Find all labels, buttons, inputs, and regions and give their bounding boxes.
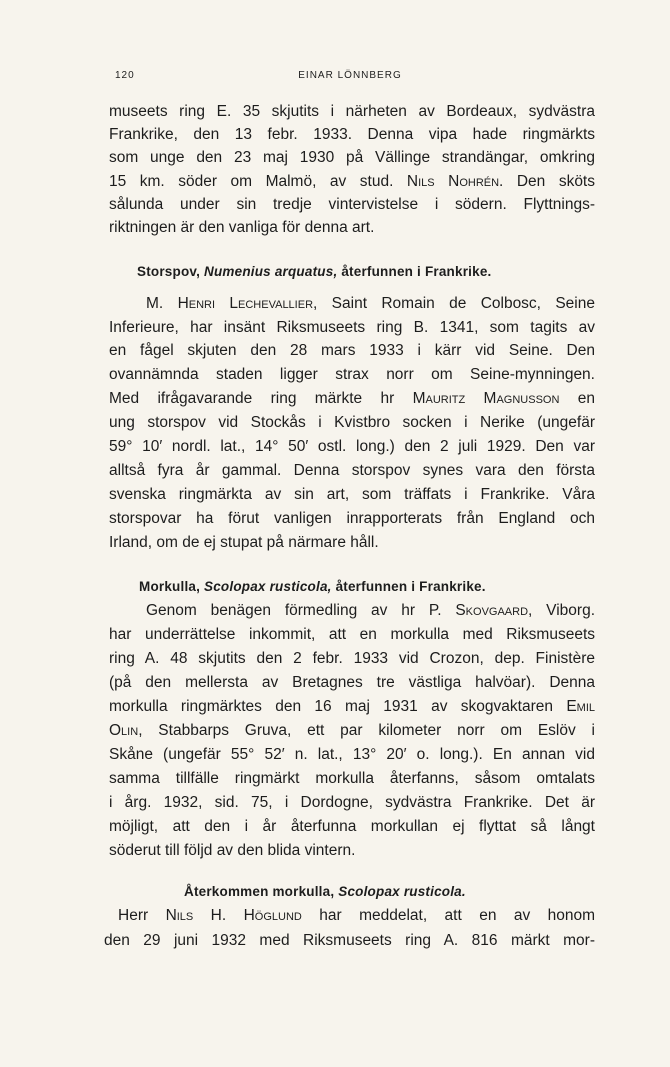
text-fragment: , Saint Romain de Colbosc, Seine: [313, 295, 595, 312]
person-name: Henri Lechevallier: [177, 295, 314, 312]
text-fragment: Med ifrågavarande ring märkte hr: [109, 390, 395, 407]
heading-text: återfunnen i Frankrike.: [335, 579, 486, 594]
text-fragment: , Stabbarps Gruva, ett par kilometer norr om Eslöv i: [138, 722, 595, 739]
person-name: Skovgaard: [455, 602, 529, 619]
person-name: Nils Nohrén: [406, 173, 500, 190]
text-line: [146, 598, 595, 624]
text-fragment: 15 km. söder om Malmö, av stud.: [109, 173, 394, 190]
text-line: 59° 10′ nordl. lat., 14° 50′ ostl. long.) den 2 juli 1929. Den var: [109, 438, 595, 455]
text-fragment: , Viborg.: [528, 602, 595, 619]
text-fragment: Genom benägen förmedling av hr P.: [146, 602, 442, 619]
text-line: Inferieure, har insänt Riksmuseets ring B. 1341, som tagits av: [109, 319, 595, 336]
heading-text: Återkommen morkulla,: [184, 884, 335, 899]
text-line: som unge den 23 maj 1930 på Vällinge strandängar, omkring: [109, 149, 595, 166]
text-fragment: Herr: [118, 907, 149, 924]
heading-text: återfunnen i Frankrike.: [341, 264, 492, 279]
heading-latin-name: Scolopax rusticola,: [204, 579, 332, 594]
text-line: [146, 291, 595, 317]
text-line: sålunda under sin tredje vintervistelse i södern. Flyttnings-: [109, 196, 595, 213]
heading-latin-name: Scolopax rusticola.: [338, 884, 466, 899]
text-line: ring A. 48 skjutits den 2 febr. 1933 vid Crozon, dep. Finistère: [109, 650, 595, 667]
text-line: möjligt, att den i år återfunna morkullan ej flyttat så långt: [109, 818, 595, 835]
text-line: [109, 386, 595, 412]
text-line: i årg. 1932, sid. 75, i Dordogne, sydvästra Frankrike. Det är: [109, 794, 595, 811]
text-line: alltså fyra år gammal. Denna storspov synes vara den första: [109, 462, 595, 479]
text-line: ovannämnda staden ligger strax norr om Seine-mynningen.: [109, 366, 595, 383]
heading-latin-name: Numenius arquatus,: [204, 264, 338, 279]
text-line: den 29 juni 1932 med Riksmuseets ring A. 816 märkt mor-: [104, 932, 595, 949]
section-heading: [184, 881, 466, 903]
text-line: [118, 903, 595, 929]
running-title: EINAR LÖNNBERG: [298, 70, 402, 81]
running-head: [115, 69, 585, 83]
text-line: [109, 694, 595, 720]
person-name: Mauritz Magnusson: [412, 390, 560, 407]
text-line: storspovar ha förut vanligen inrapporterats från England och: [109, 510, 595, 527]
heading-text: Storspov,: [137, 264, 201, 279]
text-line: Irland, om de ej stupat på närmare håll.: [109, 534, 379, 551]
person-name: Emil: [566, 698, 595, 715]
text-line: svenska ringmärkta av sin art, som träffats i Frankrike. Våra: [109, 486, 595, 503]
text-line: [109, 718, 595, 744]
text-line: har underrättelse inkommit, att en morkulla med Riksmuseets: [109, 626, 595, 643]
text-fragment: har meddelat, att en av honom: [319, 907, 596, 924]
text-line: Frankrike, den 13 febr. 1933. Denna vipa hade ringmärkts: [109, 126, 595, 143]
text-line: ung storspov vid Stockås i Kvistbro socken i Nerike (ungefär: [109, 414, 595, 431]
text-fragment: en: [577, 390, 595, 407]
person-name: Olin: [109, 722, 139, 739]
text-line: Skåne (ungefär 55° 52′ n. lat., 13° 20′ o. long.). En annan vid: [109, 746, 595, 763]
heading-text: Morkulla,: [139, 579, 201, 594]
section-heading: [139, 576, 486, 598]
text-line: en fågel skjuten den 28 mars 1933 i kärr vid Seine. Den: [109, 342, 595, 359]
page-number: 120: [115, 70, 135, 81]
text-line: riktningen är den vanliga för denna art.: [109, 219, 375, 236]
section-heading: [137, 261, 491, 283]
person-name: Nils H. Höglund: [165, 907, 302, 924]
text-line: söderut till följd av den blida vintern.: [109, 842, 356, 859]
text-fragment: M.: [146, 295, 164, 312]
text-fragment: . Den sköts: [499, 173, 595, 190]
text-line: museets ring E. 35 skjutits i närheten av Bordeaux, sydvästra: [109, 103, 595, 120]
text-line: (på den mellersta av Bretagnes tre västliga halvöar). Denna: [109, 674, 595, 691]
text-line: samma tillfälle ringmärkt morkulla återfanns, såsom omtalats: [109, 770, 595, 787]
text-fragment: morkulla ringmärktes den 16 maj 1931 av skogvaktaren: [109, 698, 553, 715]
